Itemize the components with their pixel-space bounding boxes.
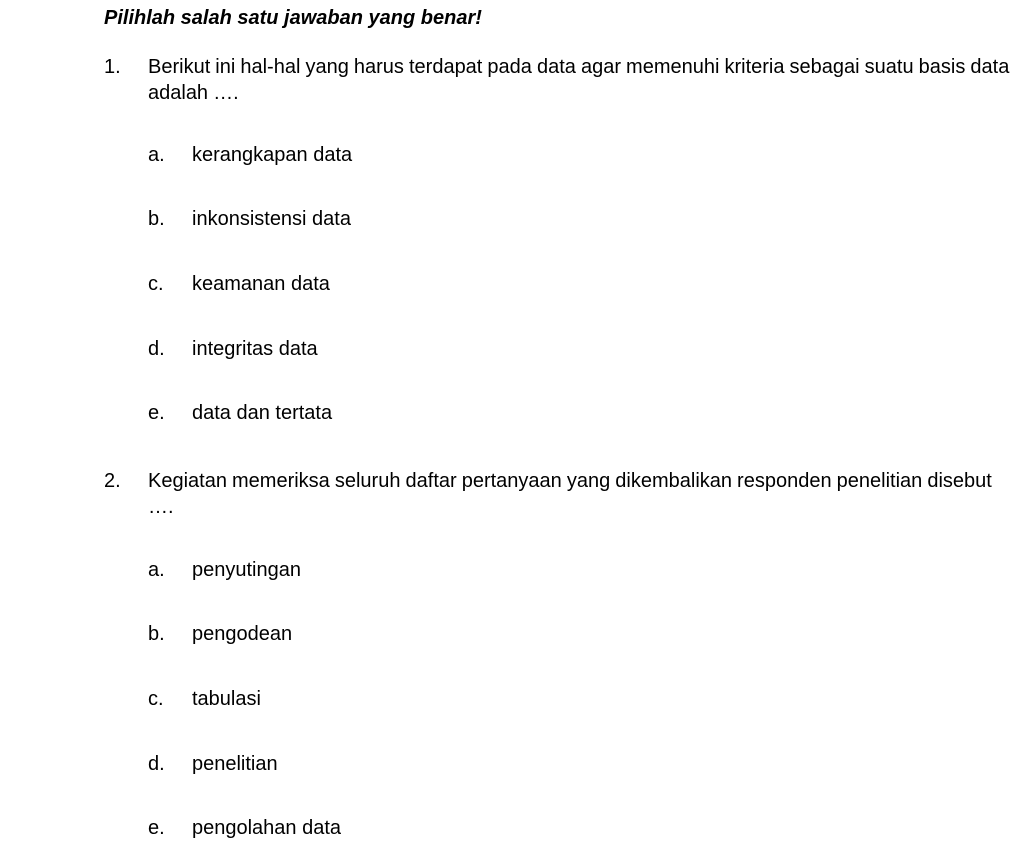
option-letter: e. bbox=[148, 402, 165, 424]
option-text: data dan tertata bbox=[192, 402, 333, 424]
option-letter: c. bbox=[148, 688, 164, 710]
option-letter: b. bbox=[148, 208, 165, 230]
question-1-option-c[interactable] bbox=[148, 271, 330, 297]
question-2 bbox=[104, 468, 1016, 520]
question-1-option-a[interactable] bbox=[148, 142, 352, 168]
option-text: keamanan data bbox=[192, 273, 330, 295]
option-text: inkonsistensi data bbox=[192, 208, 351, 230]
question-1-option-d[interactable] bbox=[148, 336, 318, 362]
question-2-option-b[interactable] bbox=[148, 621, 292, 647]
option-text: penyutingan bbox=[192, 559, 301, 581]
option-text: tabulasi bbox=[192, 688, 261, 710]
option-text: integritas data bbox=[192, 338, 318, 360]
question-text: Berikut ini hal-hal yang harus terdapat pada data agar memenuhi kriteria sebagai suatu basis data adalah …. bbox=[148, 56, 1010, 104]
option-letter: e. bbox=[148, 817, 165, 839]
option-letter: a. bbox=[148, 144, 165, 166]
question-number: 1. bbox=[104, 56, 121, 78]
option-text: penelitian bbox=[192, 753, 278, 775]
option-text: pengodean bbox=[192, 623, 293, 645]
option-letter: d. bbox=[148, 338, 165, 360]
option-letter: c. bbox=[148, 273, 164, 295]
option-text: kerangkapan data bbox=[192, 144, 353, 166]
option-text: pengolahan data bbox=[192, 817, 342, 839]
question-2-option-c[interactable] bbox=[148, 686, 261, 712]
question-2-option-e[interactable] bbox=[148, 815, 341, 841]
question-1 bbox=[104, 54, 1016, 106]
question-2-option-a[interactable] bbox=[148, 557, 301, 583]
question-text: Kegiatan memeriksa seluruh daftar pertanyaan yang dikembalikan responden penelitian disebut …. bbox=[148, 470, 992, 518]
option-letter: a. bbox=[148, 559, 165, 581]
instruction-heading: Pilihlah salah satu jawaban yang benar! bbox=[104, 7, 482, 29]
option-letter: d. bbox=[148, 753, 165, 775]
question-number: 2. bbox=[104, 470, 121, 492]
question-1-option-e[interactable] bbox=[148, 400, 332, 426]
question-1-option-b[interactable] bbox=[148, 206, 351, 232]
question-2-option-d[interactable] bbox=[148, 751, 278, 777]
option-letter: b. bbox=[148, 623, 165, 645]
